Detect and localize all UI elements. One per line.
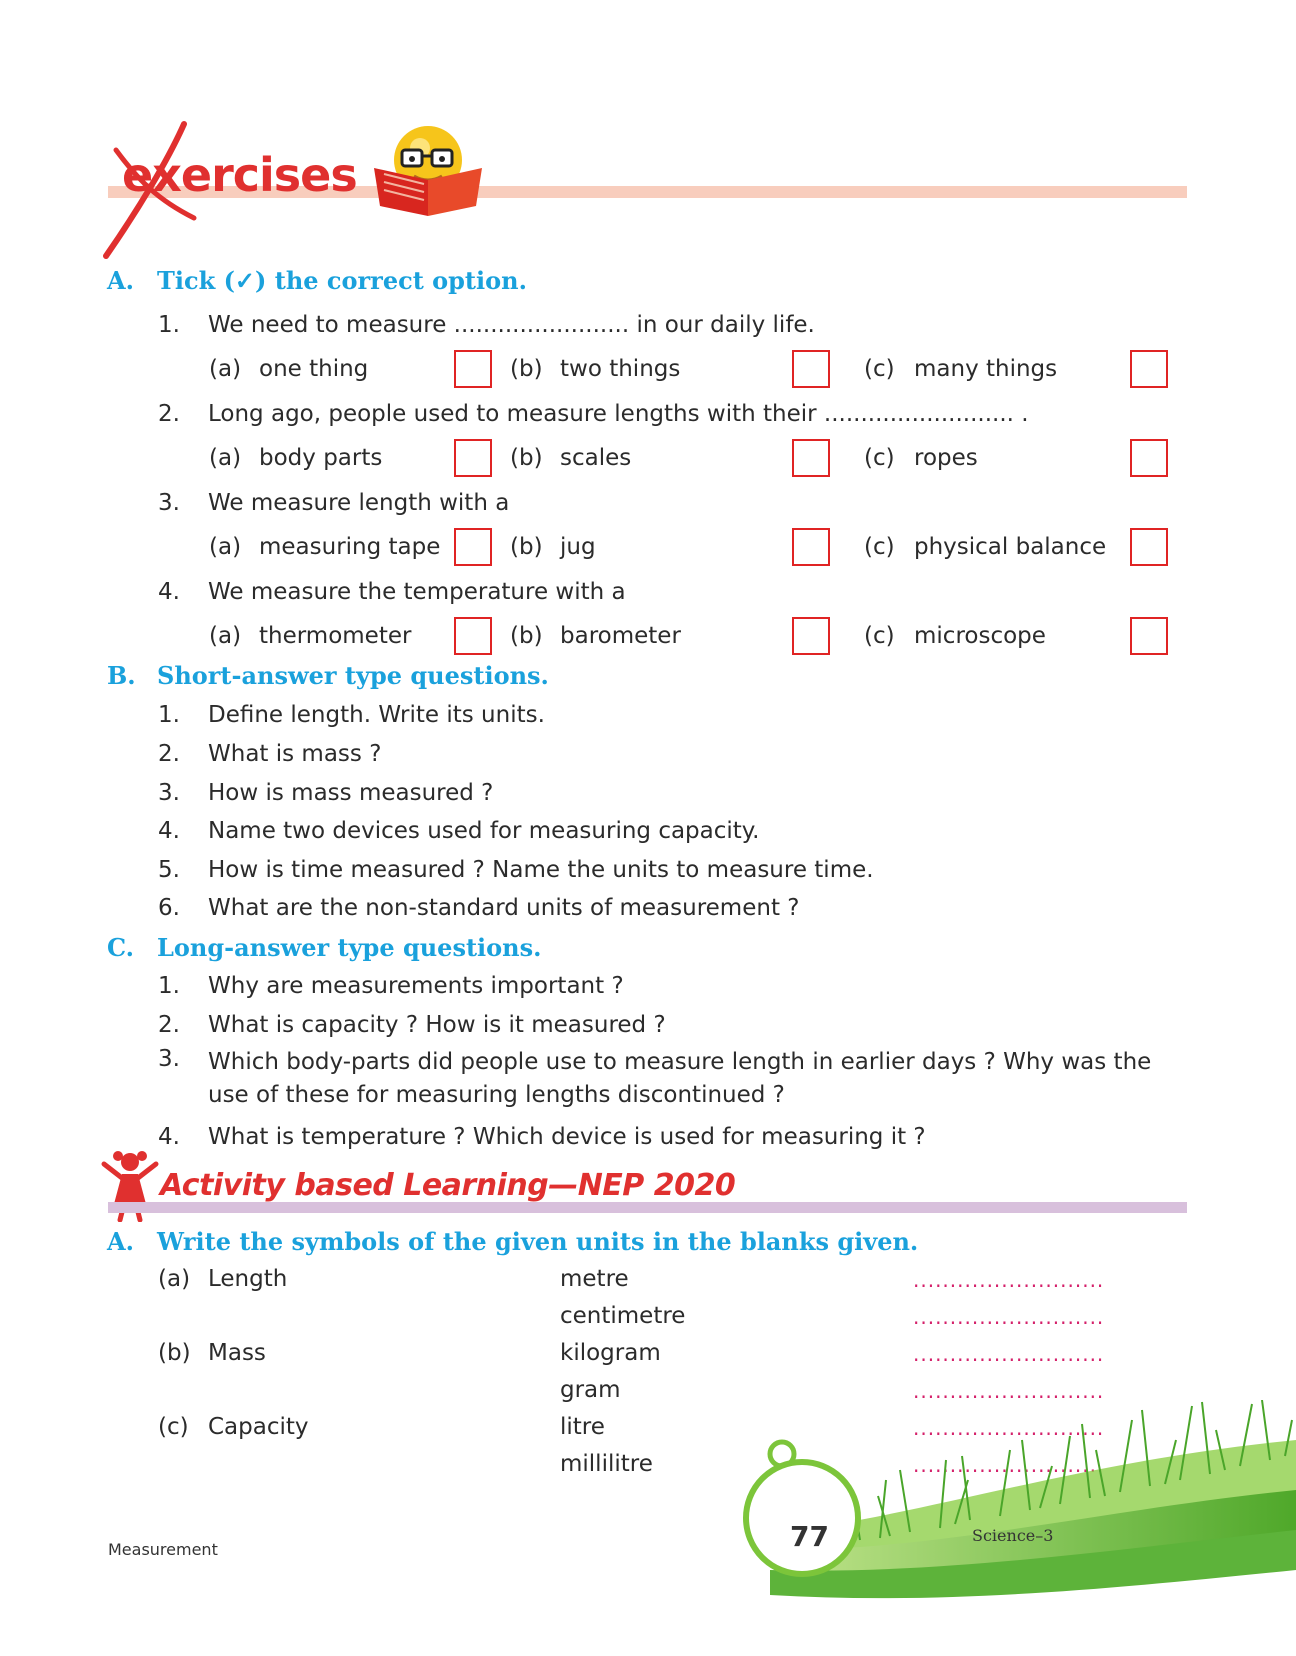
question-text: How is time measured ? Name the units to measure time. [208,857,874,883]
option-text: ropes [914,445,978,471]
question-text: Define length. Write its units. [208,702,545,728]
section-a-title: Tick (✓) the correct option. [157,266,527,295]
option-label: (c) [864,445,895,471]
group-name: Capacity [208,1414,309,1440]
question-number: 1. [158,312,180,338]
activity-instruction-text: Write the symbols of the given units in the blanks given. [157,1227,919,1256]
option-label: (c) [864,534,895,560]
section-c-heading [107,933,542,962]
question-number: 4. [158,818,180,844]
option-label: (a) [209,623,242,649]
exercises-title: exercises [122,148,357,202]
unit-metre: metre [560,1266,629,1292]
unit-kilogram: kilogram [560,1340,661,1366]
tickbox-a2-c[interactable] [1130,439,1168,477]
tickbox-a2-a[interactable] [454,439,492,477]
option-text: one thing [259,356,369,382]
answer-blank[interactable]: .......................... [913,1453,1105,1477]
group-capacity [158,1414,309,1440]
tickbox-a1-a[interactable] [454,350,492,388]
option-label: (a) [209,445,242,471]
question-text: What is mass ? [208,741,382,767]
section-a-heading [107,266,527,295]
option-a1-a [209,356,368,382]
option-a3-a [209,534,440,560]
tickbox-a2-b[interactable] [792,439,830,477]
page-number: 77 [790,1520,829,1553]
tickbox-a1-c[interactable] [1130,350,1168,388]
question-number: 3. [158,1046,180,1072]
tickbox-a4-b[interactable] [792,617,830,655]
section-c-letter: C. [107,933,135,962]
tickbox-a4-c[interactable] [1130,617,1168,655]
activity-bar [108,1202,1187,1213]
option-a1-c [864,356,1057,382]
answer-blank[interactable]: .......................... [913,1416,1105,1440]
option-label: (b) [510,534,543,560]
answer-blank[interactable]: .......................... [913,1379,1105,1403]
activity-title: Activity based Learning—NEP 2020 [160,1168,736,1203]
option-label: (b) [510,356,543,382]
group-mass [158,1340,266,1366]
option-a4-a [209,623,411,649]
section-c-title: Long-answer type questions. [157,933,542,962]
answer-blank[interactable]: .......................... [913,1342,1105,1366]
option-a2-a [209,445,382,471]
option-a4-c [864,623,1046,649]
question-text: Why are measurements important ? [208,973,624,999]
question-number: 1. [158,973,180,999]
option-text: physical balance [914,534,1107,560]
option-text: scales [560,445,632,471]
option-text: many things [914,356,1058,382]
activity-instruction [107,1227,918,1256]
question-text: What is temperature ? Which device is used for measuring it ? [208,1124,926,1150]
option-label: (a) [209,356,242,382]
group-label: (b) [158,1340,191,1366]
question-number: 1. [158,702,180,728]
question-text: We need to measure ........................ in our daily life. [208,312,815,338]
option-label: (b) [510,445,543,471]
option-a2-b [510,445,631,471]
question-text: Name two devices used for measuring capacity. [208,818,760,844]
question-text: How is mass measured ? [208,780,494,806]
option-label: (c) [864,623,895,649]
question-number: 4. [158,1124,180,1150]
activity-letter: A. [107,1227,134,1256]
question-number: 2. [158,401,180,427]
tickbox-a3-a[interactable] [454,528,492,566]
option-a4-b [510,623,681,649]
group-name: Length [208,1266,288,1292]
question-number: 5. [158,857,180,883]
option-text: two things [560,356,681,382]
question-text: We measure length with a [208,490,510,516]
question-text: What is capacity ? How is it measured ? [208,1012,666,1038]
option-a3-b [510,534,596,560]
unit-millilitre: millilitre [560,1451,653,1477]
tickbox-a3-b[interactable] [792,528,830,566]
group-label: (c) [158,1414,189,1440]
section-b-heading [107,661,549,690]
option-label: (b) [510,623,543,649]
unit-centimetre: centimetre [560,1303,686,1329]
option-text: microscope [914,623,1046,649]
section-b-letter: B. [107,661,136,690]
option-a1-b [510,356,680,382]
section-b-title: Short-answer type questions. [157,661,549,690]
answer-blank[interactable]: .......................... [913,1268,1105,1292]
option-text: measuring tape [259,534,441,560]
option-label: (a) [209,534,242,560]
option-a3-c [864,534,1106,560]
unit-gram: gram [560,1377,621,1403]
question-text: What are the non-standard units of measurement ? [208,895,800,921]
question-number: 3. [158,780,180,806]
option-label: (c) [864,356,895,382]
option-text: barometer [560,623,681,649]
question-number: 2. [158,1012,180,1038]
book-name: Science–3 [972,1526,1054,1545]
group-name: Mass [208,1340,266,1366]
group-length [158,1266,287,1292]
question-number: 2. [158,741,180,767]
unit-litre: litre [560,1414,605,1440]
group-label: (a) [158,1266,191,1292]
option-text: body parts [259,445,383,471]
tickbox-a3-c[interactable] [1130,528,1168,566]
section-a-letter: A. [107,266,134,295]
question-text: We measure the temperature with a [208,579,626,605]
option-text: jug [560,534,596,560]
chapter-name: Measurement [108,1540,218,1559]
option-text: thermometer [259,623,412,649]
tickbox-a4-a[interactable] [454,617,492,655]
question-number: 4. [158,579,180,605]
question-text: Long ago, people used to measure lengths with their .......................... . [208,401,1029,427]
question-number: 6. [158,895,180,921]
question-text: Which body-parts did people use to measure length in earlier days ? Why was the use of these for measuring lengths discontinued ? [208,1049,1152,1108]
question-number: 3. [158,490,180,516]
option-a2-c [864,445,978,471]
answer-blank[interactable]: .......................... [913,1305,1105,1329]
tickbox-a1-b[interactable] [792,350,830,388]
reading-smiley-icon [370,122,486,218]
